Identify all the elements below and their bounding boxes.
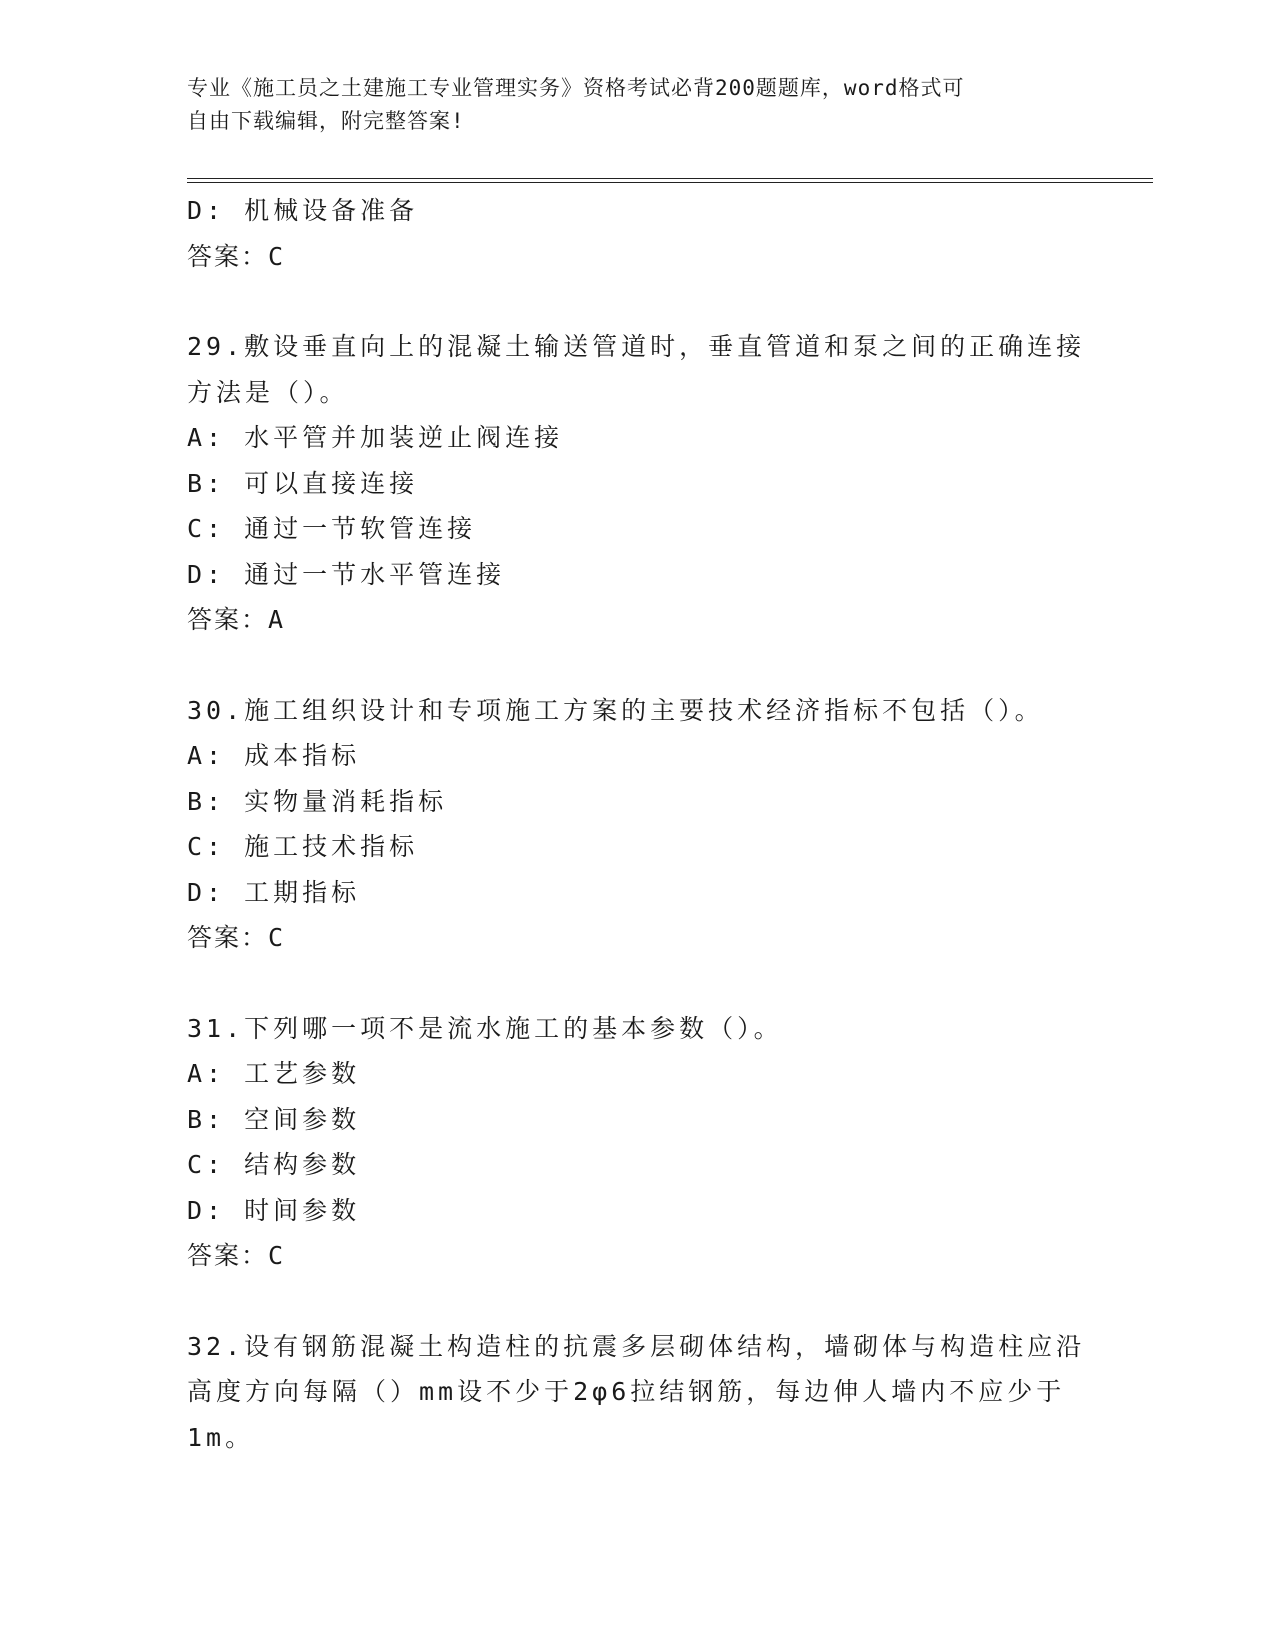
answer-value: A: [268, 605, 286, 634]
answer-label: 答案：: [187, 923, 269, 952]
option-d: D: 工期指标: [187, 877, 361, 907]
option-d: D: 通过一节水平管连接: [187, 559, 506, 589]
answer-value: C: [268, 1241, 286, 1270]
option-a: A: 成本指标: [187, 741, 361, 770]
question-stem: 29.敷设垂直向上的混凝土输送管道时，垂直管道和泵之间的正确连接: [187, 332, 1086, 361]
question-stem: 30.施工组织设计和专项施工方案的主要技术经济指标不包括（）。: [187, 695, 1044, 725]
option-c: C: 结构参数: [187, 1150, 361, 1179]
question-spacer: [187, 1279, 1087, 1324]
option-b: B: 空间参数: [187, 1104, 361, 1134]
option-a: A: 工艺参数: [187, 1059, 361, 1088]
question-spacer: [187, 279, 1087, 324]
question-spacer: [187, 643, 1087, 688]
answer-label: 答案：: [187, 605, 269, 634]
answer-line: [187, 1233, 1087, 1279]
answer-label: 答案：: [187, 241, 269, 271]
answer-value: C: [268, 241, 286, 271]
answer-line: [187, 915, 1087, 961]
option-a: A: 水平管并加装逆止阀连接: [187, 423, 564, 452]
option-c: C: 通过一节软管连接: [187, 514, 477, 543]
header-divider: [187, 178, 1153, 183]
answer-line: [187, 234, 1087, 280]
option-b: B: 可以直接连接: [187, 468, 419, 498]
question-30: [187, 688, 1087, 961]
question-stem: 31.下列哪一项不是流水施工的基本参数（）。: [187, 1013, 783, 1043]
answer-label: 答案：: [187, 1241, 269, 1270]
header-line-1: 专业《施工员之土建施工专业管理实务》资格考试必背200题题库，word格式可: [187, 76, 965, 100]
answer-line: [187, 597, 1087, 643]
answer-value: C: [268, 923, 286, 952]
question-32: [187, 1324, 1087, 1461]
question-stem: 32.设有钢筋混凝土构造柱的抗震多层砌体结构，墙砌体与构造柱应沿: [187, 1331, 1086, 1361]
option-d: D: 机械设备准备: [187, 196, 419, 225]
question-31: [187, 1006, 1087, 1279]
page-header: [187, 72, 1067, 138]
question-spacer: [187, 961, 1087, 1006]
question-29: [187, 324, 1087, 643]
option-d: D: 时间参数: [187, 1195, 361, 1225]
question-stem: 高度方向每隔（）mm设不少于2φ6拉结钢筋，每边伸人墙内不应少于: [187, 1377, 1066, 1406]
option-c: C: 施工技术指标: [187, 832, 419, 861]
option-b: B: 实物量消耗指标: [187, 786, 448, 816]
document-body: [187, 188, 1087, 1460]
question-stem: 1m。: [187, 1422, 255, 1452]
header-line-2: 自由下载编辑，附完整答案!: [187, 109, 465, 133]
question-stem: 方法是（）。: [187, 377, 349, 407]
